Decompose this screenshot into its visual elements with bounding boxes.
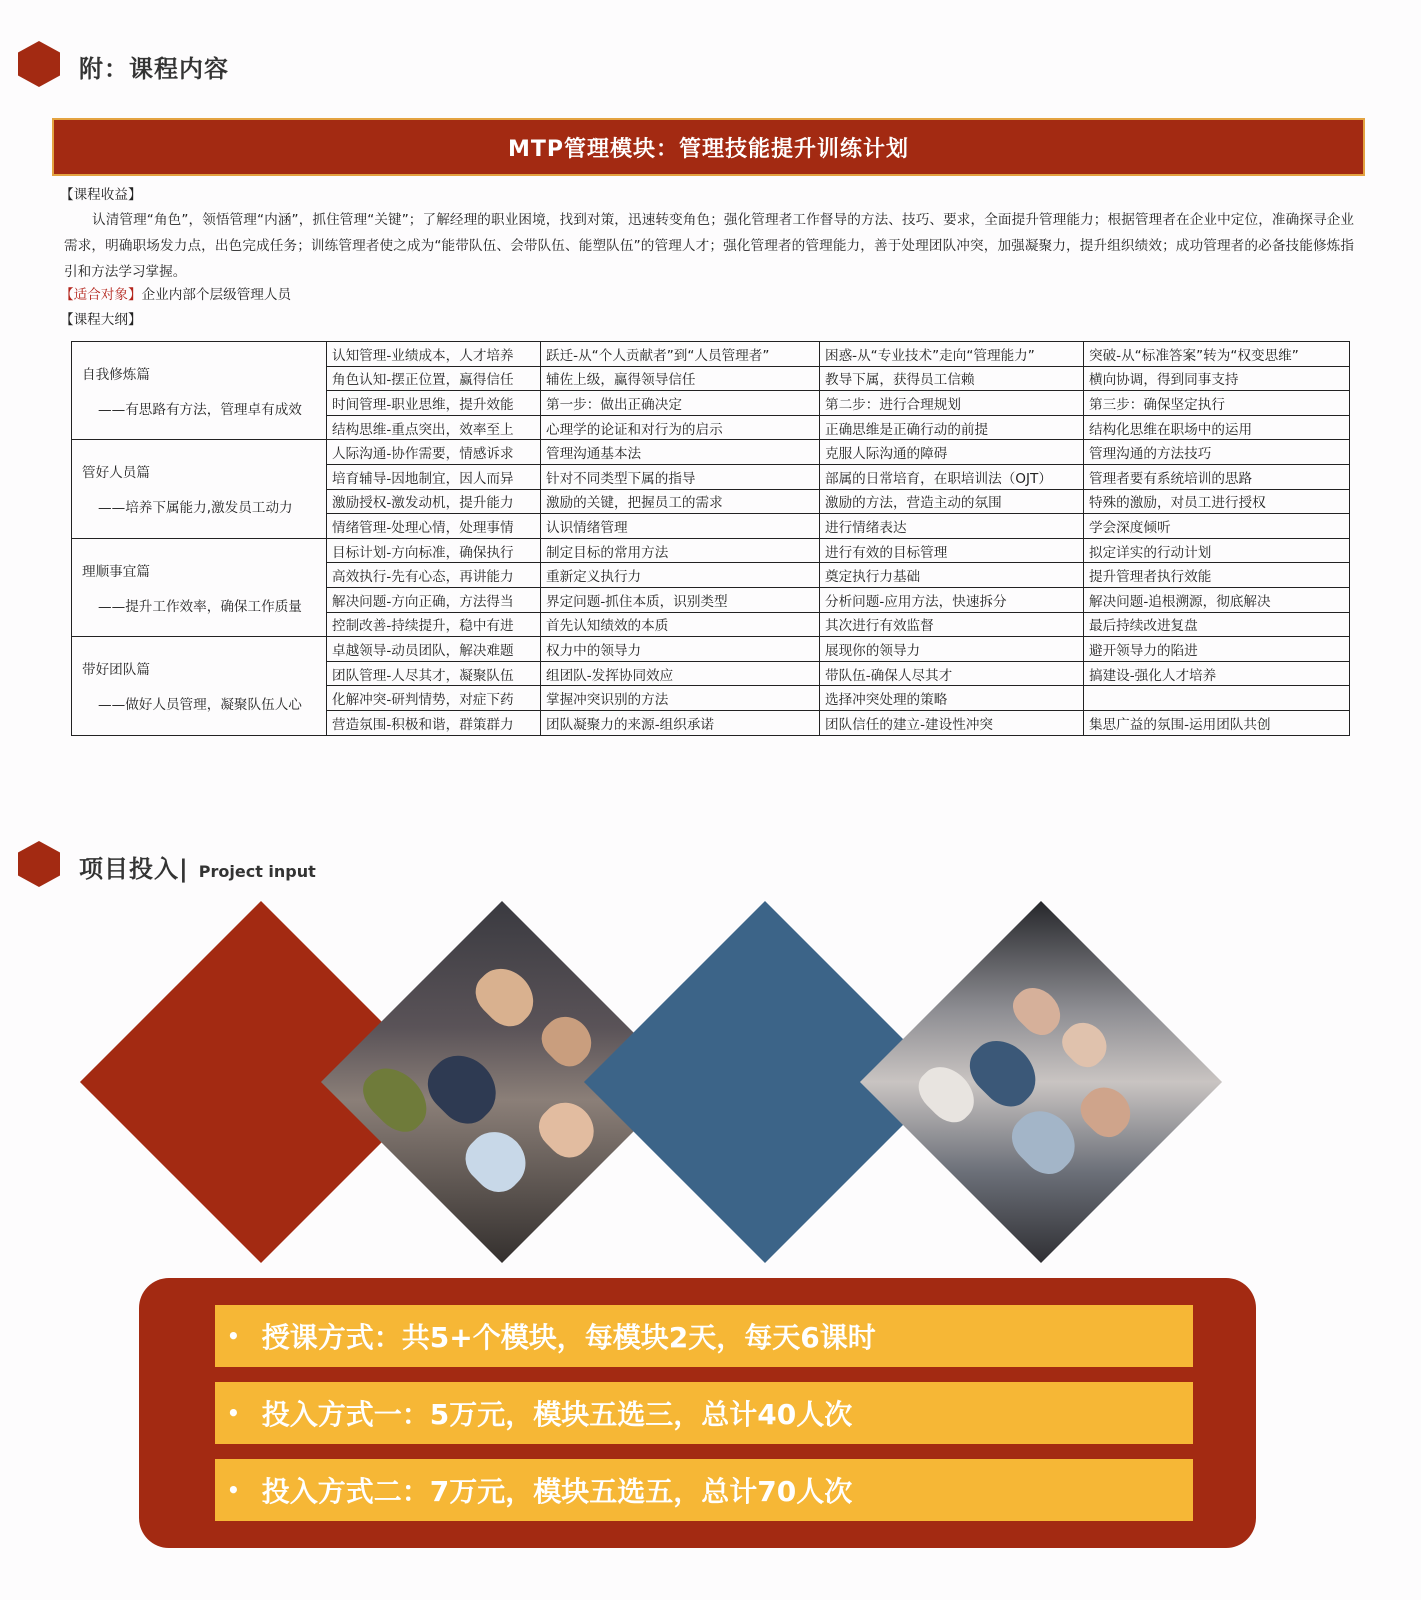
topic-cell: 营造氛围-积极和谐，群策群力 (327, 710, 541, 735)
module-name: 自我修炼篇 (82, 367, 150, 383)
module-cell (72, 538, 327, 636)
topic-cell: 卓越领导-动员团队，解决难题 (327, 637, 541, 662)
investment-item (215, 1305, 1193, 1367)
benefit-text: 认清管理“角色”，领悟管理“内涵”，抓住管理“关键”；了解经理的职业困境，找到对策，迅速转变角色；强化管理者工作督导的方法、技巧、要求，全面提升管理能力；根据管理者在企业中定位，准确探寻企业需求，明确职场发力点，出色完成任务；训练管理者使之成为“能带队伍、会带队伍、能塑队伍”的管理人才；强化管理者的管理能力，善于处理团队冲突，加强凝聚力，提升组织绩效；成功管理者的必备技能修炼指引和方法学习掌握。 (64, 212, 1354, 280)
investment-text: 投入方式一：5万元，模块五选三，总计40人次 (261, 1398, 853, 1431)
outline-cell: 辅佐上级，赢得领导信任 (541, 366, 820, 391)
outline-cell: 困惑-从“专业技术”走向“管理能力” (820, 342, 1084, 367)
module-cell (72, 637, 327, 735)
outline-cell: 制定目标的常用方法 (541, 538, 820, 563)
audience-text: 企业内部个层级管理人员 (141, 287, 292, 303)
topic-cell: 结构思维-重点突出，效率至上 (327, 415, 541, 440)
audience-photo-diamond (860, 901, 1222, 1263)
outline-cell: 最后持续改进复盘 (1084, 612, 1350, 637)
topic-cell: 角色认知-摆正位置，赢得信任 (327, 366, 541, 391)
outline-cell: 界定问题-抓住本质，识别类型 (541, 587, 820, 612)
bullet-icon: • (227, 1401, 240, 1425)
audience-label: 【适合对象】 (60, 287, 142, 303)
outline-cell: 管理沟通的方法技巧 (1084, 440, 1350, 465)
outline-cell: 第一步：做出正确决定 (541, 391, 820, 416)
investment-item (215, 1382, 1193, 1444)
module-name: 带好团队篇 (82, 662, 150, 679)
outline-cell: 展现你的领导力 (820, 637, 1084, 662)
outline-cell: 其次进行有效监督 (820, 612, 1084, 637)
outline-cell: 第二步：进行合理规划 (820, 391, 1084, 416)
outline-cell: 针对不同类型下属的指导 (541, 464, 820, 489)
module-subtitle: ——有思路有方法，管理卓有成效 (98, 402, 302, 418)
topic-cell: 时间管理-职业思维，提升效能 (327, 391, 541, 416)
outline-row (72, 538, 1350, 563)
topic-cell: 认知管理-业绩成本，人才培养 (327, 342, 541, 367)
topic-cell: 情绪管理-处理心情，处理事情 (327, 514, 541, 539)
outline-cell: 权力中的领导力 (541, 637, 820, 662)
bullet-icon: • (227, 1324, 240, 1348)
outline-cell: 结构化思维在职场中的运用 (1084, 415, 1350, 440)
outline-row (72, 637, 1350, 662)
module-subtitle: ——培养下属能力,激发员工动力 (98, 500, 293, 517)
hexagon-icon (18, 841, 60, 887)
course-banner (52, 118, 1365, 176)
audience-line (60, 282, 291, 308)
investment-text: 投入方式二：7万元，模块五选五，总计70人次 (261, 1475, 853, 1508)
investment-text: 授课方式：共5+个模块，每模块2天，每天6课时 (261, 1321, 876, 1354)
bullet-icon: • (227, 1478, 240, 1502)
topic-cell: 化解冲突-研判情势，对症下药 (327, 686, 541, 711)
outline-cell: 奠定执行力基础 (820, 563, 1084, 588)
outline-cell: 带队伍-确保人尽其才 (820, 661, 1084, 686)
outline-cell: 分析问题-应用方法，快速拆分 (820, 587, 1084, 612)
outline-cell: 解决问题-追根溯源，彻底解决 (1084, 587, 1350, 612)
outline-cell: 管理沟通基本法 (541, 440, 820, 465)
outline-cell: 特殊的激励，对员工进行授权 (1084, 489, 1350, 514)
outline-cell: 跃迁-从“个人贡献者”到“人员管理者” (541, 342, 820, 367)
outline-cell: 组团队-发挥协同效应 (541, 661, 820, 686)
outline-cell: 提升管理者执行效能 (1084, 563, 1350, 588)
outline-cell: 克服人际沟通的障碍 (820, 440, 1084, 465)
module-cell (72, 440, 327, 538)
outline-cell: 首先认知绩效的本质 (541, 612, 820, 637)
outline-cell: 拟定详实的行动计划 (1084, 538, 1350, 563)
module-subtitle: ——做好人员管理，凝聚队伍人心 (98, 697, 302, 714)
outline-cell: 教导下属，获得员工信赖 (820, 366, 1084, 391)
outline-cell: 突破-从“标准答案”转为“权变思维” (1084, 342, 1350, 367)
banner-title: MTP管理模块：管理技能提升训练计划 (507, 136, 910, 162)
outline-cell: 进行情绪表达 (820, 514, 1084, 539)
section2-title: 项目投入| (79, 855, 189, 883)
topic-cell: 目标计划-方向标准，确保执行 (327, 538, 541, 563)
outline-cell: 选择冲突处理的策略 (820, 686, 1084, 711)
module-name: 管好人员篇 (82, 465, 150, 482)
outline-cell: 进行有效的目标管理 (820, 538, 1084, 563)
topic-cell: 人际沟通-协作需要，情感诉求 (327, 440, 541, 465)
module-subtitle: ——提升工作效率，确保工作质量 (98, 598, 302, 615)
topic-cell: 高效执行-先有心态，再讲能力 (327, 563, 541, 588)
outline-cell: 重新定义执行力 (541, 563, 820, 588)
outline-cell: 集思广益的氛围-运用团队共创 (1084, 710, 1350, 735)
outline-cell: 掌握冲突识别的方法 (541, 686, 820, 711)
outline-cell: 心理学的论证和对行为的启示 (541, 415, 820, 440)
topic-cell: 控制改善-持续提升，稳中有进 (327, 612, 541, 637)
section2-subtitle: Project input (198, 862, 316, 881)
outline-cell (1084, 686, 1350, 711)
outline-cell: 搞建设-强化人才培养 (1084, 661, 1350, 686)
outline-cell: 第三步：确保坚定执行 (1084, 391, 1350, 416)
benefit-label: 【课程收益】 (60, 187, 142, 203)
outline-cell: 学会深度倾听 (1084, 514, 1350, 539)
section-title-course: 附：课程内容 (79, 55, 229, 83)
outline-cell: 部属的日常培育，在职培训法（OJT） (820, 464, 1084, 489)
outline-cell: 团队凝聚力的来源-组织承诺 (541, 710, 820, 735)
outline-cell: 激励的关键，把握员工的需求 (541, 489, 820, 514)
module-cell (72, 342, 327, 440)
module-name: 理顺事宜篇 (82, 563, 150, 580)
topic-cell: 激励授权-激发动机，提升能力 (327, 489, 541, 514)
outline-row (72, 440, 1350, 465)
outline-cell: 避开领导力的陷进 (1084, 637, 1350, 662)
section-title-investment (79, 849, 316, 884)
investment-item (215, 1459, 1193, 1521)
outline-cell: 认识情绪管理 (541, 514, 820, 539)
topic-cell: 解决问题-方向正确，方法得当 (327, 587, 541, 612)
outline-cell: 团队信任的建立-建设性冲突 (820, 710, 1084, 735)
outline-label: 【课程大纲】 (60, 312, 142, 328)
topic-cell: 培育辅导-因地制宜，因人而异 (327, 464, 541, 489)
topic-cell: 团队管理-人尽其才，凝聚队伍 (327, 661, 541, 686)
course-outline-table (71, 341, 1350, 736)
hexagon-icon (18, 41, 60, 87)
outline-cell: 激励的方法，营造主动的氛围 (820, 489, 1084, 514)
outline-cell: 横向协调，得到同事支持 (1084, 366, 1350, 391)
outline-row (72, 342, 1350, 367)
outline-cell: 管理者要有系统培训的思路 (1084, 464, 1350, 489)
outline-cell: 正确思维是正确行动的前提 (820, 415, 1084, 440)
